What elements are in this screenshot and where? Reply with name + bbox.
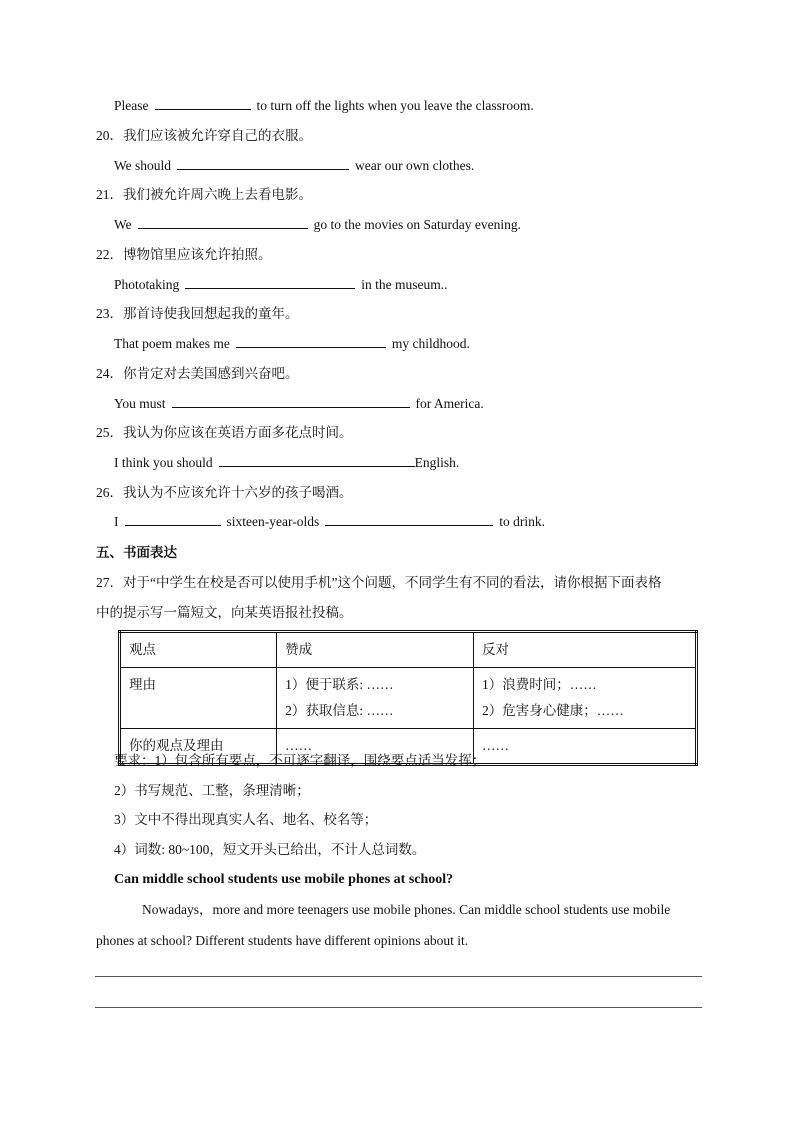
requirement-line: 3）文中不得出现真实人名、地名、校名等； [114, 812, 378, 827]
q22-chinese-line: 22．博物馆里应该允许拍照。 [96, 247, 272, 262]
table-header-cell: 观点 [120, 632, 277, 668]
q23-english-line: That poem makes me my childhood. [114, 336, 470, 351]
q25-chinese-line: 25．我认为你应该在英语方面多花点时间。 [96, 425, 353, 440]
against-reasons-cell [474, 668, 697, 729]
q20-chinese-line: 20．我们应该被允许穿自己的衣服。 [96, 128, 312, 143]
q26-english-line: I sixteen-year-olds to drink. [114, 514, 545, 529]
q19-english-line: Please to turn off the lights when you leave the classroom. [114, 98, 534, 113]
against-reason-item: 2）危害身心健康；…… [482, 703, 624, 718]
table-header-cell: 赞成 [277, 632, 474, 668]
for-reasons-cell [277, 668, 474, 729]
q21-chinese-line: 21．我们被允许周六晚上去看电影。 [96, 187, 312, 202]
writing-line[interactable] [95, 1007, 702, 1008]
answer-blank[interactable] [219, 454, 415, 467]
q24-english-line: You must for America. [114, 396, 484, 411]
q27-prompt-line2: 中的提示写一篇短文，向某英语报社投稿。 [96, 605, 353, 620]
reason-label: 理由 [120, 668, 277, 729]
opinion-for-cell: …… [277, 729, 474, 765]
q21-english-line: We go to the movies on Saturday evening. [114, 217, 521, 232]
table-row [120, 668, 697, 729]
essay-title: Can middle school students use mobile phones at school? [114, 872, 454, 887]
answer-blank[interactable] [138, 216, 308, 229]
answer-blank[interactable] [155, 97, 251, 110]
answer-blank[interactable] [236, 335, 386, 348]
requirement-line: 4）词数: 80~100，短文开头已给出，不计人总词数。 [114, 842, 426, 857]
q23-chinese-line: 23．那首诗使我回想起我的童年。 [96, 306, 299, 321]
for-reason-item: 1）便于联系: …… [285, 677, 394, 692]
for-reason-item: 2）获取信息: …… [285, 703, 394, 718]
q22-english-line: Phototaking in the museum.. [114, 277, 448, 292]
opinion-against-cell: …… [474, 729, 697, 765]
section-title: 五、书面表达 [96, 545, 177, 560]
answer-blank[interactable] [177, 157, 349, 170]
answer-blank[interactable] [172, 395, 410, 408]
answer-blank[interactable] [185, 276, 355, 289]
q24-chinese-line: 24．你肯定对去美国感到兴奋吧。 [96, 366, 299, 381]
essay-paragraph-line2: phones at school? Different students have different opinions about it. [96, 933, 469, 948]
q26-chinese-line: 26．我认为不应该允许十六岁的孩子喝酒。 [96, 485, 353, 500]
against-reason-item: 1）浪费时间；…… [482, 677, 597, 692]
opinion-table [118, 630, 698, 766]
answer-blank[interactable] [325, 513, 493, 526]
q27-prompt-line1: 27．对于“中学生在校是否可以使用手机”这个问题，不同学生有不同的看法，请你根据下面表格 [96, 575, 662, 590]
q25-english-line: I think you should English. [114, 455, 460, 470]
requirement-line: 要求：1）包含所有要点，不可逐字翻译，围绕要点适当发挥； [114, 753, 486, 768]
opinion-label: 你的观点及理由 [120, 729, 277, 765]
answer-blank[interactable] [125, 513, 221, 526]
requirement-line: 2）书写规范、工整，条理清晰； [114, 783, 310, 798]
essay-paragraph-line1: Nowadays，more and more teenagers use mobile phones. Can middle school students use mobile [142, 902, 671, 917]
writing-line[interactable] [95, 976, 702, 977]
q20-english-line: We should wear our own clothes. [114, 158, 475, 173]
table-header-cell: 反对 [474, 632, 697, 668]
table-row [120, 632, 697, 668]
